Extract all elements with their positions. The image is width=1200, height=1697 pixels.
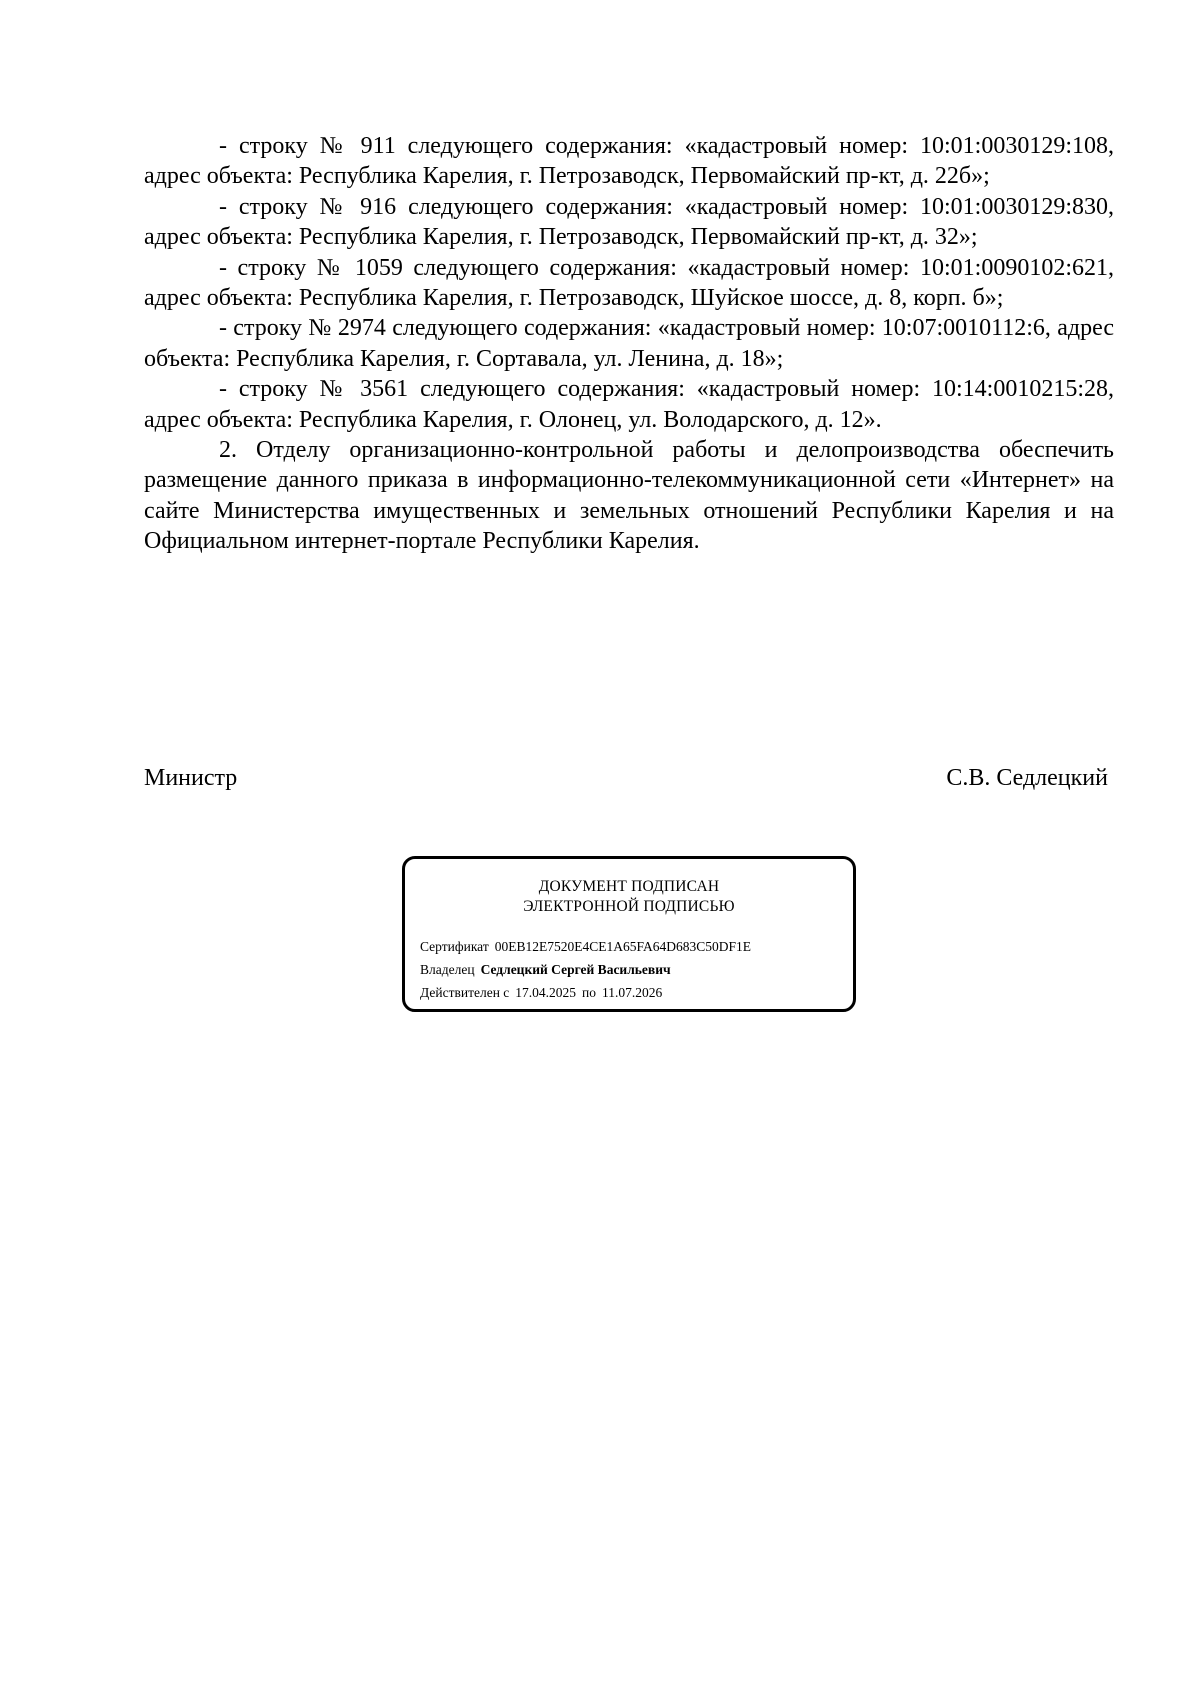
list-item-2974: - строку № 2974 следующего содержания: «кадастровый номер: 10:07:0010112:6, адрес объекта: Республика Карелия, г. Сортавала, ул. Ленина, д. 18»; — [144, 315, 1114, 372]
stamp-heading — [405, 877, 853, 917]
list-item-911: - строку № 911 следующего содержания: «кадастровый номер: 10:01:0030129:108, адрес объекта: Республика Карелия, г. Петрозаводск, Первомайский пр-кт, д. 22б»; — [144, 133, 1114, 190]
valid-label: Действителен с — [420, 985, 510, 1000]
signatory-title: Министр — [144, 765, 238, 791]
stamp-details — [420, 935, 751, 1004]
certificate-label: Сертификат — [420, 939, 489, 954]
stamp-heading-line-1: ДОКУМЕНТ ПОДПИСАН — [538, 878, 720, 895]
valid-to-label: по — [582, 985, 597, 1000]
stamp-certificate-line — [420, 935, 751, 958]
list-item-3561: - строку № 3561 следующего содержания: «кадастровый номер: 10:14:0010215:28, адрес объекта: Республика Карелия, г. Олонец, ул. Володарского, д. 12». — [144, 376, 1114, 433]
certificate-value: 00EB12E7520E4CE1A65FA64D683C50DF1E — [494, 939, 751, 954]
document-body — [144, 131, 1114, 557]
signatory-name: С.В. Седлецкий — [946, 765, 1108, 791]
owner-label: Владелец — [420, 962, 475, 977]
stamp-validity-line — [420, 981, 751, 1004]
list-item-1059: - строку № 1059 следующего содержания: «кадастровый номер: 10:01:0090102:621, адрес объекта: Республика Карелия, г. Петрозаводск, Шуйское шоссе, д. 8, корп. б»; — [144, 254, 1114, 312]
valid-to-date: 11.07.2026 — [602, 985, 663, 1000]
valid-from-date: 17.04.2025 — [515, 985, 577, 1000]
publication-instruction-paragraph: 2. Отделу организационно-контрольной работы и делопроизводства обеспечить размещение данного приказа в информационно-телекоммуникационной сети «Интернет» на сайте Министерства имущественных и земельных отношений Республики Карелия и на Официальном интернет-портале Республики Карелия. — [144, 437, 1114, 555]
owner-value: Седлецкий Сергей Васильевич — [480, 962, 671, 977]
electronic-signature-stamp — [402, 856, 856, 1012]
list-item-916: - строку № 916 следующего содержания: «кадастровый номер: 10:01:0030129:830, адрес объекта: Республика Карелия, г. Петрозаводск, Первомайский пр-кт, д. 32»; — [144, 193, 1114, 251]
stamp-heading-line-2: ЭЛЕКТРОННОЙ ПОДПИСЬЮ — [523, 898, 735, 915]
stamp-owner-line — [420, 958, 751, 981]
